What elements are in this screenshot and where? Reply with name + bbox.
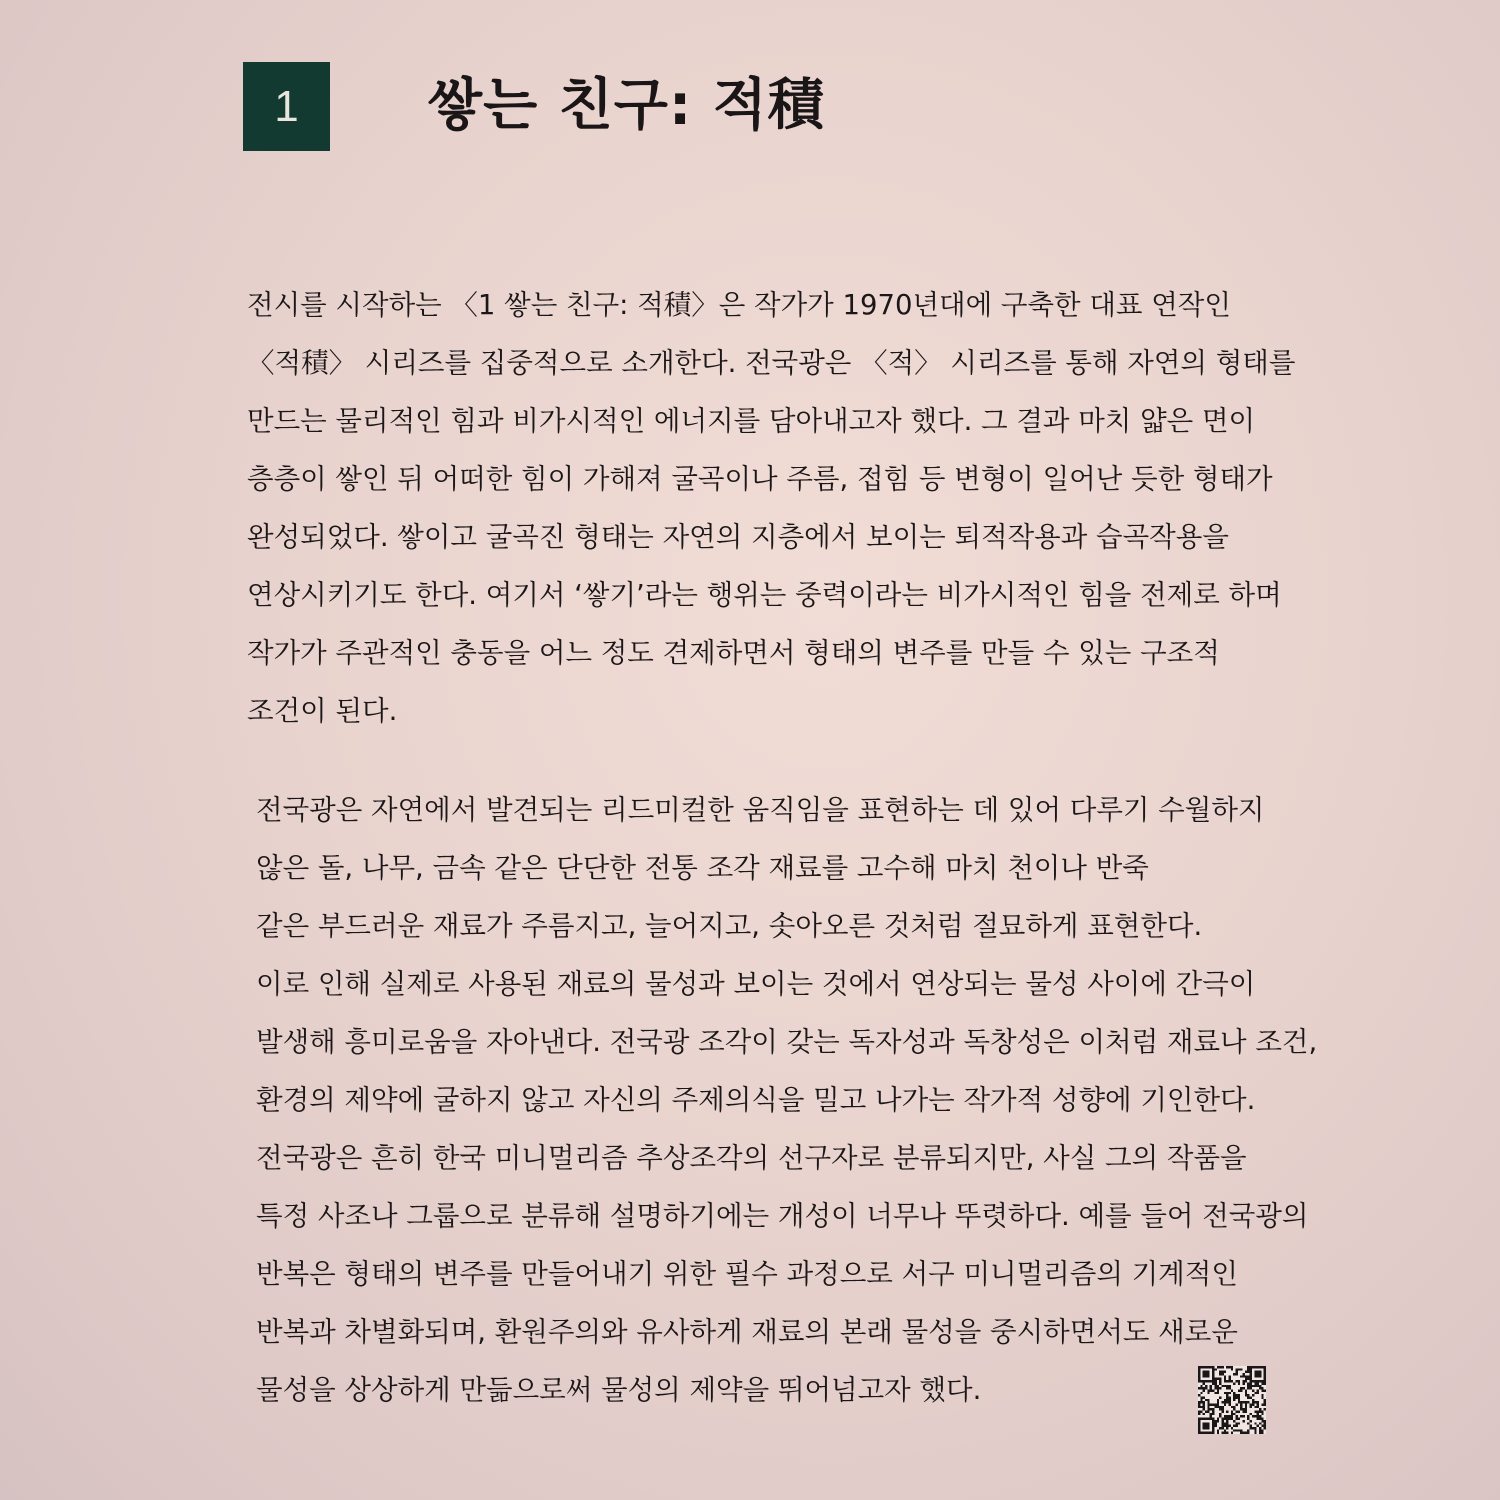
qr-code-icon[interactable] [1198, 1366, 1266, 1434]
text-line: 물성을 상상하게 만듦으로써 물성의 제약을 뛰어넘고자 했다. [256, 1374, 982, 1406]
text-line: 이로 인해 실제로 사용된 재료의 물성과 보이는 것에서 연상되는 물성 사이에 간극이 [256, 968, 1256, 1000]
text-line: 연상시키기도 한다. 여기서 ‘쌓기’라는 행위는 중력이라는 비가시적인 힘을 전제로 하며 [247, 579, 1282, 611]
paragraph-main [256, 781, 1317, 1419]
text-line: 작가가 주관적인 충동을 어느 정도 견제하면서 형태의 변주를 만들 수 있는 구조적 [247, 637, 1220, 669]
text-line: 반복과 차별화되며, 환원주의와 유사하게 재료의 본래 물성을 중시하면서도 새로운 [256, 1316, 1238, 1348]
paragraph-intro [247, 276, 1295, 740]
text-line: 조건이 된다. [247, 695, 398, 727]
text-line: 반복은 형태의 변주를 만들어내기 위한 필수 과정으로 서구 미니멀리즘의 기계적인 [256, 1258, 1238, 1290]
text-line: 전국광은 자연에서 발견되는 리드미컬한 움직임을 표현하는 데 있어 다루기 수월하지 [256, 794, 1265, 826]
text-line: 전국광은 흔히 한국 미니멀리즘 추상조각의 선구자로 분류되지만, 사실 그의 작품을 [256, 1142, 1247, 1174]
section-number: 1 [274, 81, 299, 131]
text-line: 만드는 물리적인 힘과 비가시적인 에너지를 담아내고자 했다. 그 결과 마치 얇은 면이 [247, 405, 1256, 437]
text-line: 특정 사조나 그룹으로 분류해 설명하기에는 개성이 너무나 뚜렷하다. 예를 들어 전국광의 [256, 1200, 1309, 1232]
text-line: 완성되었다. 쌓이고 굴곡진 형태는 자연의 지층에서 보이는 퇴적작용과 습곡작용을 [247, 521, 1229, 553]
text-line: 환경의 제약에 굴하지 않고 자신의 주제의식을 밀고 나가는 작가적 성향에 기인한다. [256, 1084, 1256, 1116]
text-line: 전시를 시작하는 〈1 쌓는 친구: 적積〉은 작가가 1970년대에 구축한 대표 연작인 [247, 289, 1231, 321]
text-line: 않은 돌, 나무, 금속 같은 단단한 전통 조각 재료를 고수해 마치 천이나 반죽 [256, 852, 1149, 884]
page-title: 쌓는 친구: 적積 [428, 73, 825, 138]
text-line: 〈적積〉 시리즈를 집중적으로 소개한다. 전국광은 〈적〉 시리즈를 통해 자연의 형태를 [247, 347, 1296, 379]
section-number-badge [243, 62, 330, 151]
text-line: 발생해 흥미로움을 자아낸다. 전국광 조각이 갖는 독자성과 독창성은 이처럼 재료나 조건, [256, 1026, 1318, 1058]
text-line: 층층이 쌓인 뒤 어떠한 힘이 가해져 굴곡이나 주름, 접힘 등 변형이 일어난 듯한 형태가 [247, 463, 1273, 495]
text-line: 같은 부드러운 재료가 주름지고, 늘어지고, 솟아오른 것처럼 절묘하게 표현한다. [256, 910, 1203, 942]
